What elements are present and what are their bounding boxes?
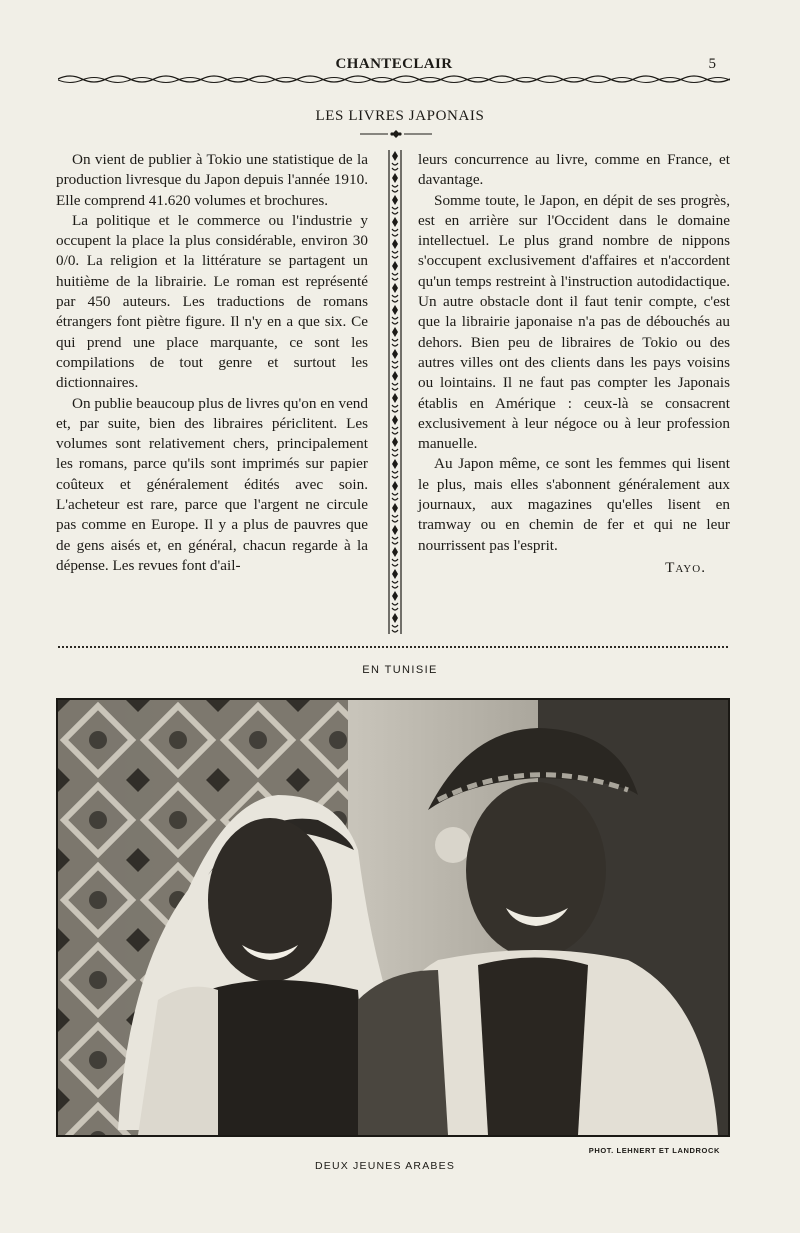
article-column-right	[418, 150, 730, 578]
paragraph: On vient de publier à Tokio une statistique de la production livresque du Japon depuis l'année 1910. Elle comprend 41.620 volumes et brochures.	[56, 151, 368, 209]
ornamental-column-divider	[388, 150, 402, 634]
header-wavy-rule	[58, 73, 730, 85]
paragraph: La politique et le commerce ou l'industrie y occupent la place la plus considérable, environ 30 0/0. La religion et la littérature se partagent un huitième de la librairie. Le roman est représenté par 450 auteurs. Les traductions de romans étrangers font piètre figure. Il n'y en a que six. Ce qui prend une place marquante, ce sont les compilations de tout genre et surtout les dictionnaires.	[56, 211, 368, 392]
photo-two-boys	[58, 700, 728, 1135]
section-divider	[58, 646, 728, 648]
photo-caption: DEUX JEUNES ARABES	[314, 1160, 456, 1172]
paragraph: Au Japon même, ce sont les femmes qui lisent le plus, mais elles s'abonnent généralement aux journaux, aux magazines qu'elles lisent en tramway ou en chemin de fer et qui ne leur nourrissent pas l'esprit.	[418, 455, 730, 554]
magazine-title: CHANTECLAIR	[335, 56, 453, 72]
article-title: LES LIVRES JAPONAIS	[315, 108, 485, 124]
article-column-left	[56, 150, 368, 576]
photograph	[56, 698, 730, 1137]
author-signature: Tayo.	[665, 558, 706, 576]
title-ornament	[360, 128, 432, 140]
paragraph: Somme toute, le Japon, en dépit de ses progrès, est en arrière sur l'Occident dans le domaine intellectuel. Le plus grand nombre de nippons s'occupent exclusivement d'affaires et n'accordent qu'un temps restreint à l'instruction autodidactique. Un autre obstacle dont il faut tenir compte, c'est que la librairie japonaise n'a pas de débouchés au dehors. Bien peu de libraires de Tokio ou des autres villes ont des clients dans les pays voisins ou lointains. Il ne faut pas compter les Japonais établis en Amérique : ceux-là se consacrent exclusivement à leur négoce ou à leur profession manuelle.	[418, 191, 730, 453]
photo-credit: PHOT. LEHNERT ET LANDROCK	[588, 1146, 720, 1155]
photo-section-title: EN TUNISIE	[362, 664, 438, 676]
page-header	[58, 52, 730, 82]
paragraph: On publie beaucoup plus de livres qu'on en vend et, par suite, bien des libraires périclitent. Les volumes sont relativement chers, principalement les romans, parce qu'ils sont imprimés sur papier coûteux et généralement édités avec soin. L'acheteur est rare, parce que l'argent ne circule pas comme en Europe. Il y a plus de pauvres que de gens aisés et, en général, chacun regarde à la dépense. Les revues font d'ail-	[56, 394, 368, 574]
paragraph: leurs concurrence au livre, comme en France, et davantage.	[418, 151, 730, 189]
page-number: 5	[708, 56, 716, 72]
